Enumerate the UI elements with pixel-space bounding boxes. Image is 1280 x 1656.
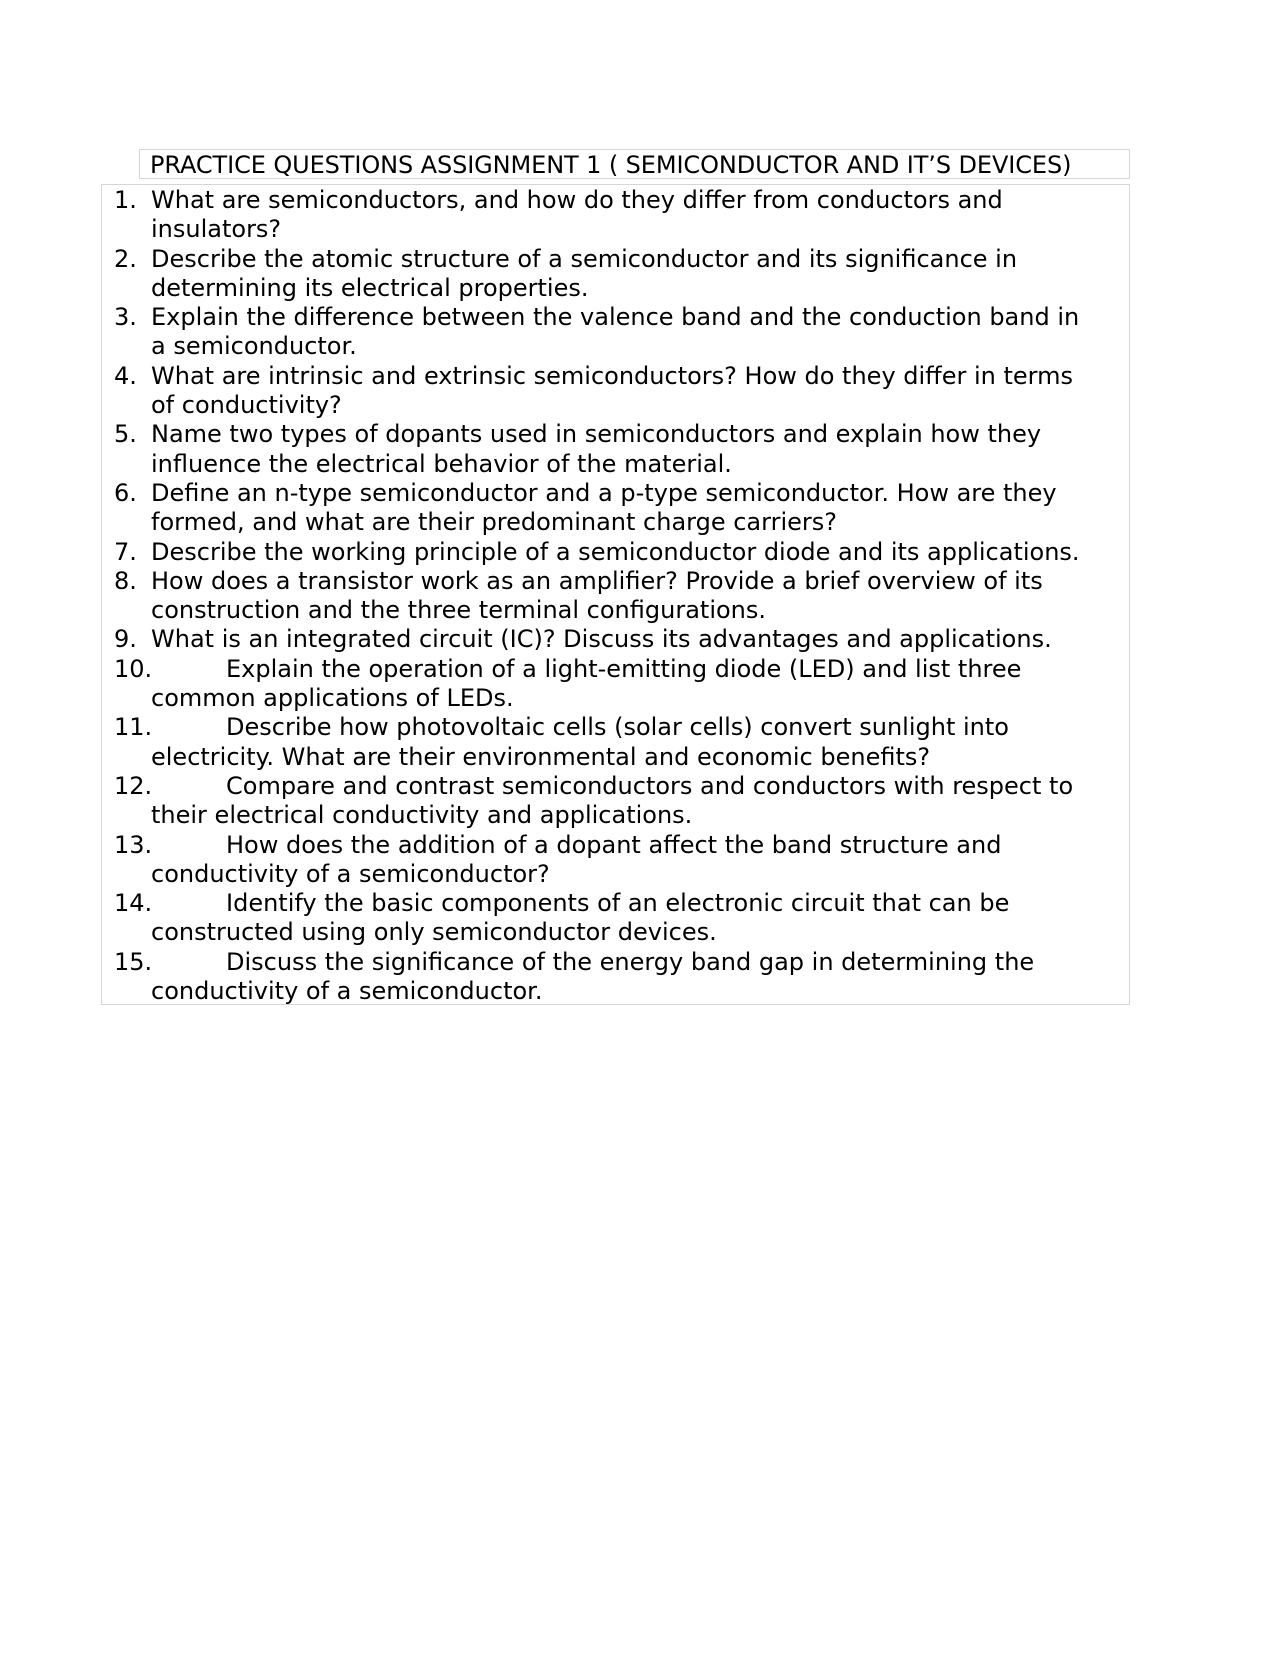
- question-text-first-line: Compare and contrast semiconductors and conductors with respect to: [226, 771, 1074, 800]
- document-title: PRACTICE QUESTIONS ASSIGNMENT 1 ( SEMICONDUCTOR AND IT’S DEVICES): [150, 151, 1072, 179]
- question-number: 7.: [114, 537, 137, 566]
- question-text: What are semiconductors, and how do they differ from conductors and insulators?: [151, 186, 1003, 244]
- question-text-first-line: Describe how photovoltaic cells (solar cells) convert sunlight into: [226, 713, 1009, 742]
- question-text: Describe the atomic structure of a semiconductor and its significance in determining its electrical properties.: [151, 244, 1018, 302]
- question-item: [102, 713, 1127, 772]
- question-item: [102, 655, 1127, 714]
- question-item: [102, 186, 1127, 245]
- question-number: 12.: [114, 771, 153, 800]
- question-item: [102, 362, 1127, 421]
- question-text: Name two types of dopants used in semiconductors and explain how they influence the electrical behavior of the material.: [151, 420, 1042, 478]
- question-item: [102, 772, 1127, 831]
- question-text: their electrical conductivity and applications.: [151, 801, 693, 830]
- question-item: [102, 625, 1127, 654]
- question-text: electricity. What are their environmental and economic benefits?: [151, 742, 931, 771]
- question-text: conductivity of a semiconductor?: [151, 859, 550, 888]
- question-item: [102, 567, 1127, 626]
- question-text: How does a transistor work as an amplifier? Provide a brief overview of its construction and the three terminal configurations.: [151, 566, 1043, 625]
- question-number: 3.: [114, 303, 137, 332]
- question-item: [102, 948, 1127, 1007]
- question-item: [102, 479, 1127, 538]
- question-number: 13.: [114, 830, 153, 859]
- question-item: [102, 538, 1127, 567]
- question-text: common applications of LEDs.: [151, 684, 514, 713]
- question-text: Define an n-type semiconductor and a p-type semiconductor. How are they formed, and what are their predominant charge carriers?: [151, 478, 1057, 537]
- question-text: Explain the difference between the valence band and the conduction band in a semiconductor.: [151, 303, 1080, 361]
- question-item: [102, 889, 1127, 948]
- question-number: 10.: [114, 654, 153, 683]
- question-number: 14.: [114, 889, 153, 918]
- question-item: [102, 245, 1127, 304]
- question-item: [102, 420, 1127, 479]
- question-text: What is an integrated circuit (IC)? Discuss its advantages and applications.: [151, 625, 1052, 654]
- question-number: 5.: [114, 420, 137, 449]
- question-number: 1.: [114, 186, 137, 214]
- question-text-first-line: Explain the operation of a light-emitting diode (LED) and list three: [226, 654, 1022, 683]
- question-number: 11.: [114, 713, 153, 742]
- question-text: conductivity of a semiconductor.: [151, 977, 543, 1006]
- question-number: 8.: [114, 566, 137, 595]
- question-number: 9.: [114, 625, 137, 654]
- question-number: 4.: [114, 361, 137, 390]
- questions-list: [102, 186, 1127, 1006]
- title-box: [139, 149, 1130, 179]
- question-item: [102, 831, 1127, 890]
- question-item: [102, 303, 1127, 362]
- question-number: 6.: [114, 478, 137, 507]
- question-text: constructed using only semiconductor devices.: [151, 918, 717, 947]
- question-number: 15.: [114, 947, 153, 976]
- question-text-first-line: How does the addition of a dopant affect the band structure and: [226, 830, 1002, 859]
- question-text: What are intrinsic and extrinsic semiconductors? How do they differ in terms of conductivity?: [151, 361, 1073, 420]
- question-text: Describe the working principle of a semiconductor diode and its applications.: [151, 537, 1080, 566]
- questions-box: [101, 184, 1130, 1005]
- question-text-first-line: Identify the basic components of an electronic circuit that can be: [226, 889, 1010, 918]
- question-number: 2.: [114, 244, 137, 273]
- question-text-first-line: Discuss the significance of the energy band gap in determining the: [226, 947, 1035, 976]
